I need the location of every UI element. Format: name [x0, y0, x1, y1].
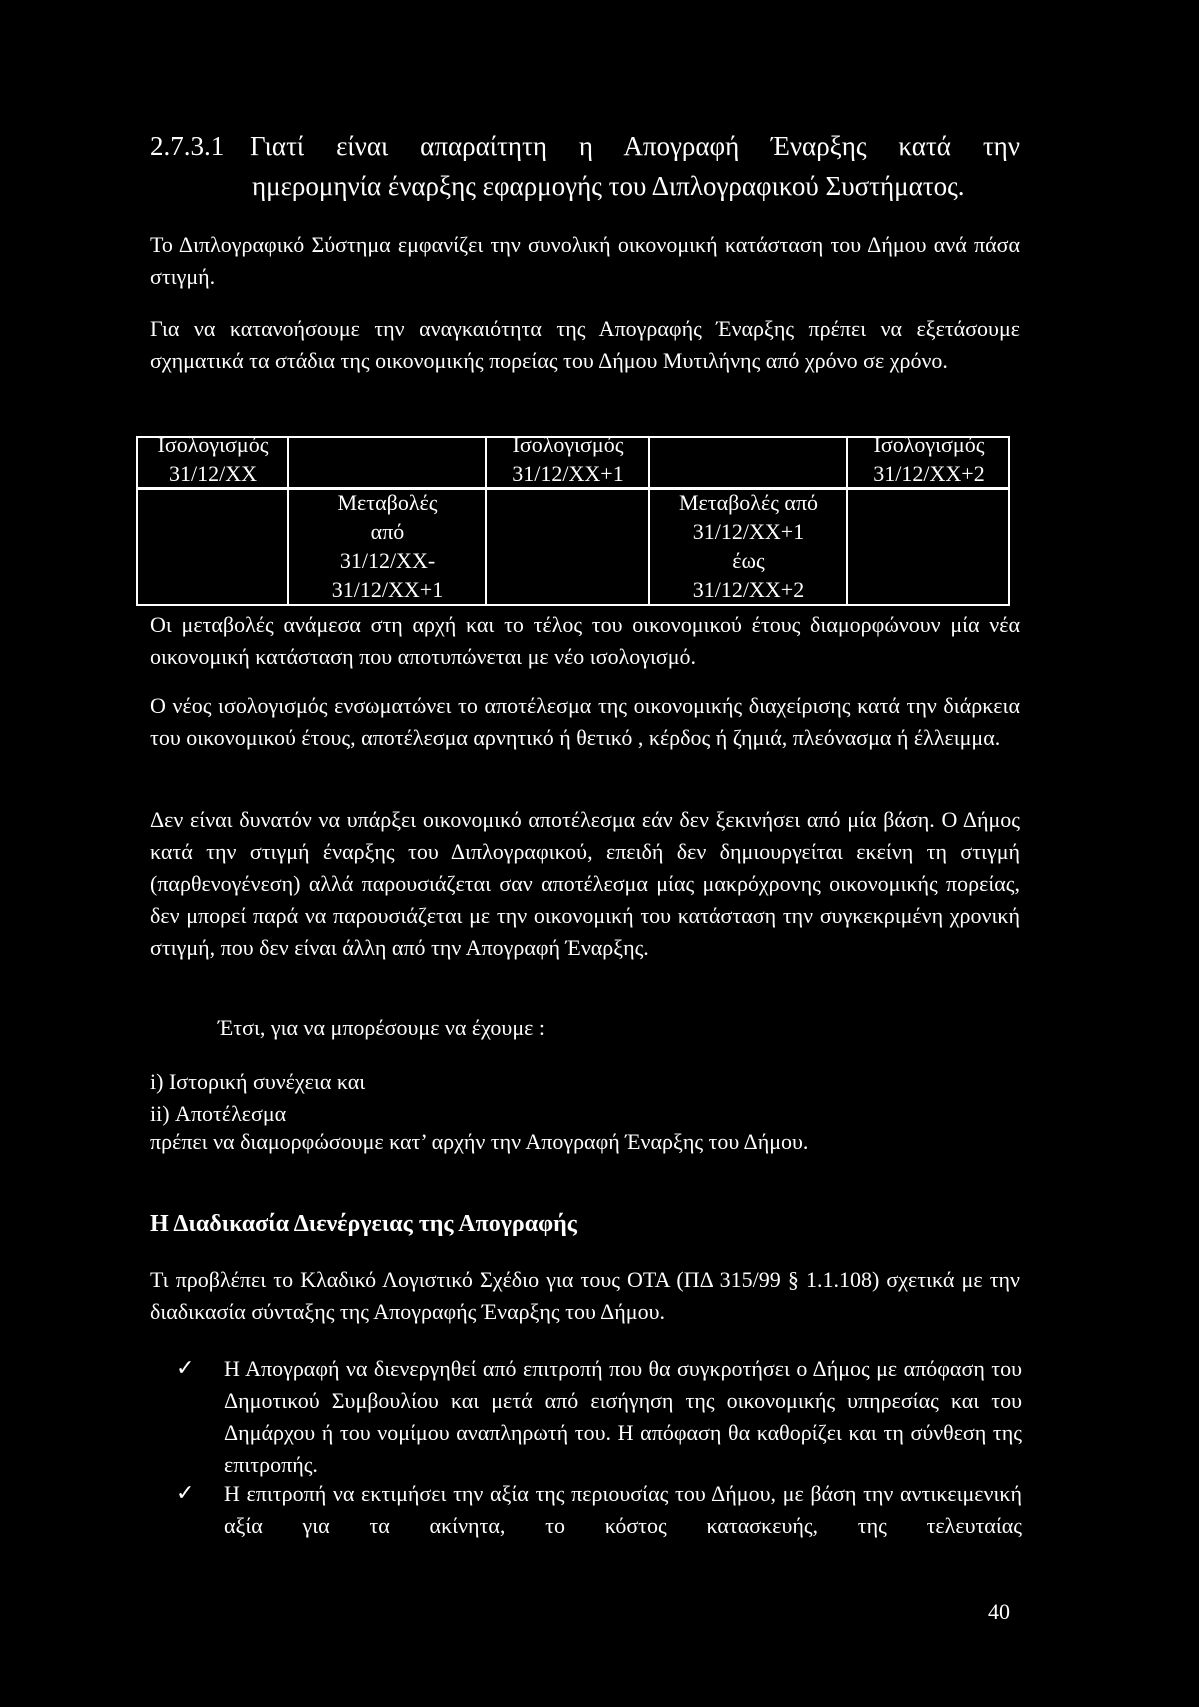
balance-sheet-timeline-diagram — [130, 430, 1010, 606]
diagram-bottom-border — [136, 604, 1010, 606]
bullet-list-item-1 — [176, 1353, 1022, 1481]
bullet-list-item-2 — [176, 1478, 1022, 1542]
paragraph-4: Ο νέος ισολογισμός ενσωματώνει το αποτέλεσμα της οικονομικής διαχείρισης κατά την διάρκεια του οικονομικού έτους, αποτέλεσμα αρνητικό ή θετικό , κέρδος ή ζημιά, πλεόνασμα ή έλλειμμα. — [150, 693, 1020, 750]
heading-line-2: ημερομηνία έναρξης εφαρμογής του Διπλογραφικού Συστήματος. — [252, 171, 965, 201]
paragraph-8: Τι προβλέπει το Κλαδικό Λογιστικό Σχέδιο για τους ΟΤΑ (ΠΔ 315/99 § 1.1.108) σχετικά με την διαδικασία σύνταξης της Απογραφής Έναρξης του Δήμου. — [150, 1267, 1020, 1324]
changes-period-1 — [289, 488, 486, 604]
ch1-line-1: Μεταβολές — [337, 490, 438, 515]
section-number: 2.7.3.1 — [150, 131, 225, 161]
section-title: Η Διαδικασία Διενέργειας της Απογραφής — [150, 1211, 577, 1237]
bullet-text: Η Απογραφή να διενεργηθεί από επιτροπή που θα συγκροτήσει ο Δήμος με απόφαση του Δημοτικού Συμβουλίου και μετά από εισήγηση της οικονομικής υπηρεσίας και του Δημάρχου ή του νομίμου αναπληρωτή του. Η απόφαση θα καθορίζει και τη σύνθεση της επιτροπής. — [224, 1356, 1022, 1477]
goals-list — [150, 1066, 1020, 1130]
bs2-date: 31/12/ΧΧ+1 — [512, 461, 624, 486]
heading-line-1: Γιατί είναι απαραίτητη η Απογραφή Έναρξης κατά την — [250, 131, 1020, 161]
balance-sheet-xx — [138, 430, 288, 488]
checkmark-icon: ✓ — [176, 1481, 195, 1506]
page-number: 40 — [988, 1599, 1010, 1624]
bs3-label: Ισολογισμός — [873, 432, 985, 457]
section-heading — [150, 126, 1020, 206]
paragraph-3: Οι μεταβολές ανάμεσα στη αρχή και το τέλος του οικονομικού έτους διαμορφώνουν μία νέα οικονομική κατάσταση που αποτυπώνεται με νέο ισολογισμό. — [150, 612, 1020, 669]
paragraph-1: Το Διπλογραφικό Σύστημα εμφανίζει την συνολική οικονομική κατάσταση του Δήμου ανά πάσα στιγμή. — [150, 232, 1020, 289]
paragraph-2: Για να κατανοήσουμε την αναγκαιότητα της Απογραφής Έναρξης πρέπει να εξετάσουμε σχηματικά τα στάδια της οικονομικής πορείας του Δήμου Μυτιλήνης από χρόνο σε χρόνο. — [150, 316, 1020, 373]
bullet-text: Η επιτροπή να εκτιμήσει την αξία της περιουσίας του Δήμου, με βάση την αντικειμενική αξία για τα ακίνητα, το κόστος κατασκευής, της τελευταίας — [224, 1481, 1022, 1538]
paragraph-7: πρέπει να διαμορφώσουμε κατ’ αρχήν την Απογραφή Έναρξης του Δήμου. — [150, 1129, 809, 1154]
list-item: ii) Αποτέλεσμα — [150, 1101, 287, 1126]
bs3-date: 31/12/ΧΧ+2 — [873, 461, 985, 486]
ch1-line-4: 31/12/ΧΧ+1 — [331, 577, 444, 602]
ch2-line-2: 31/12/ΧΧ+1 — [692, 519, 805, 544]
ch2-line-3: έως — [732, 548, 765, 573]
ch1-line-2: από — [370, 519, 405, 544]
list-item: i) Ιστορική συνέχεια και — [150, 1069, 366, 1094]
balance-sheet-xx1 — [487, 430, 649, 488]
bs1-label: Ισολογισμός — [157, 432, 269, 457]
changes-period-2 — [650, 488, 847, 604]
checkmark-icon: ✓ — [176, 1356, 195, 1381]
bs2-label: Ισολογισμός — [512, 432, 624, 457]
ch1-line-3: 31/12/ΧΧ- — [339, 548, 436, 573]
paragraph-6: Έτσι, για να μπορέσουμε να έχουμε : — [218, 1015, 545, 1040]
paragraph-5: Δεν είναι δυνατόν να υπάρξει οικονομικό αποτέλεσμα εάν δεν ξεκινήσει από μία βάση. Ο Δήμος κατά την στιγμή έναρξης του Διπλογραφικού, επειδή δεν δημιουργείται εκείνη τη στιγμή (παρθενογένεση) αλλά παρουσιάζεται σαν αποτέλεσμα μίας μακρόχρονης οικονομικής πορείας, δεν μπορεί παρά να παρουσιάζεται με την οικονομική του κατάσταση την συγκεκριμένη χρονική στιγμή, που δεν είναι άλλη από την Απογραφή Έναρξης. — [150, 807, 1020, 960]
balance-sheet-xx2 — [848, 430, 1010, 488]
ch2-line-1: Μεταβολές από — [678, 490, 819, 515]
bs1-date: 31/12/ΧΧ — [169, 461, 257, 486]
ch2-line-4: 31/12/ΧΧ+2 — [692, 577, 805, 602]
